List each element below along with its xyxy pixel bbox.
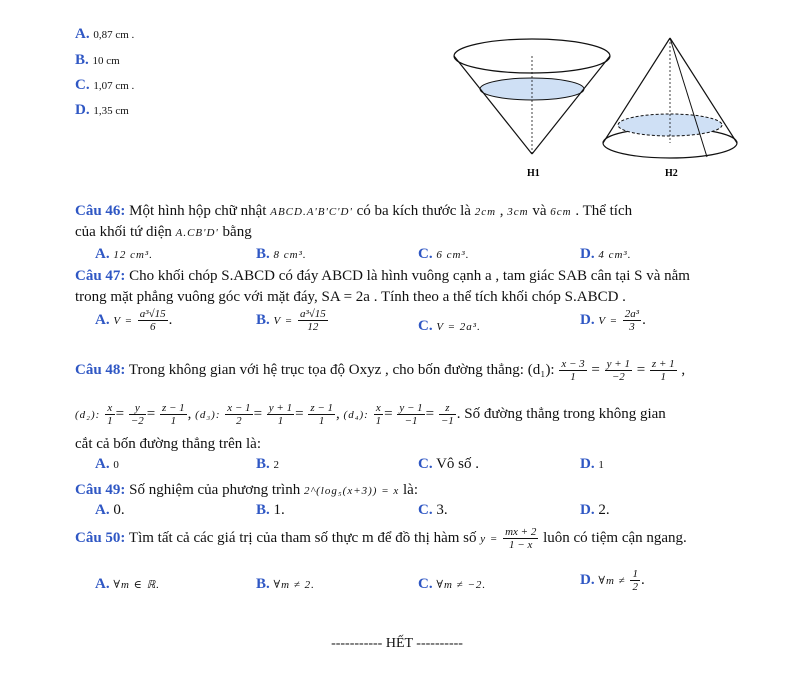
fraction: $\frac{x - 3}{1}$ (561, 358, 585, 384)
q50-line: Câu 50: Tìm tất cả các giá trị của tham số thực m để đồ thị hàm số y = $\frac{mx + 2}{1 - x}$ luôn có tiệm cận ngang. (75, 526, 687, 552)
q46-option-b[interactable]: B. 8 cm³. (256, 246, 307, 262)
q46-option-a[interactable]: A. 12 cm³. (95, 246, 153, 262)
q48-line3: cắt cả bốn đường thẳng trên là: (75, 436, 261, 452)
q47-line2: trong mặt phẳng vuông góc với mặt đáy, SA = 2a . Tính theo a thể tích khối chóp S.ABCD . (75, 289, 626, 305)
prev-answer-d: D. 1,35 cm (75, 102, 129, 118)
fraction: $\frac{z - 1}{1}$ (161, 402, 185, 428)
prev-answer-b: B. 10 cm (75, 52, 120, 68)
cone-h2 (603, 38, 737, 158)
fraction: $\frac{y + 1}{-2}$ (606, 358, 630, 384)
prev-answer-c: C. 1,07 cm . (75, 77, 135, 93)
q49-option-a[interactable]: A. 0. (95, 502, 125, 518)
fraction: $\frac{y}{-2}$ (130, 402, 144, 428)
cone-figure (445, 36, 785, 186)
q47-option-b[interactable]: B. V = $\frac{\text{a³√15}}{12}$ (256, 308, 326, 334)
fraction: $\frac{z}{-1}$ (440, 402, 454, 428)
q49-option-c[interactable]: C. 3. (418, 502, 448, 518)
fraction: $\frac{\text{a³√15}}{6}$ (139, 308, 166, 334)
figure-label-h2: H2 (665, 168, 678, 179)
q46-line1: Câu 46: Một hình hộp chữ nhật ABCD.A'B'C'D' có ba kích thước là 2cm , 3cm và 6cm . Thể tích (75, 203, 633, 219)
figure-label-h1: H1 (527, 168, 540, 179)
q47-option-a[interactable]: A. V = $\frac{\text{a³√15}}{6}$ . (95, 308, 173, 334)
q48-line2: (d₂): $\frac{x}{1}$ = $\frac{y}{-2}$ = $\frac{z - 1}{1}$ , (d₃): $\frac{x - 1}{2}$ = $\frac{y + 1}{1}$ = $\frac{z - 1}{1}$ , (d₄): $\frac{x}{1}$ = $\frac{y - 1}{-1}$ = $\frac{z}{-1}$ . Số đường thẳng trong không gian (75, 402, 666, 428)
q48-option-b[interactable]: B. 2 (256, 456, 280, 472)
q49-line: Câu 49: Số nghiệm của phương trình 2^(log₅(x+3)) = x là: (75, 482, 419, 498)
fraction: $\frac{x - 1}{2}$ (227, 402, 251, 428)
fraction: $\frac{x}{1}$ (107, 402, 113, 428)
q46-option-c[interactable]: C. 6 cm³. (418, 246, 470, 262)
fraction: $\frac{1}{2}$ (632, 568, 638, 594)
q46-line2: của khối tứ diện A.CB'D' bằng (75, 224, 252, 240)
q48-line1: Câu 48: Trong không gian với hệ trục tọa độ Oxyz , cho bốn đường thẳng: (d₁): $\frac{x - 3}{1}$ = $\frac{y + 1}{-2}$ = $\frac{z + 1}{1}$ , (75, 358, 686, 384)
q50-option-a[interactable]: A. ∀m ∈ ℝ. (95, 576, 161, 592)
q48-option-c[interactable]: C. Vô số . (418, 456, 479, 472)
q50-option-c[interactable]: C. ∀m ≠ −2. (418, 576, 487, 592)
q49-option-b[interactable]: B. 1. (256, 502, 285, 518)
fraction: $\frac{\text{2a³}}{3}$ (624, 308, 640, 334)
q48-option-d[interactable]: D. 1 (580, 456, 604, 472)
q48-option-a[interactable]: A. 0 (95, 456, 119, 472)
fraction: $\frac{y + 1}{1}$ (268, 402, 293, 428)
q49-option-d[interactable]: D. 2. (580, 502, 610, 518)
q50-option-b[interactable]: B. ∀m ≠ 2. (256, 576, 315, 592)
fraction: $\frac{mx + 2}{1 - x}$ (505, 526, 537, 552)
fraction: $\frac{\text{a³√15}}{12}$ (299, 308, 326, 334)
prev-answer-a: A. 0,87 cm . (75, 26, 135, 42)
cone-h1 (454, 39, 610, 154)
end-marker: ----------- HẾT ---------- (331, 636, 463, 651)
q47-option-c[interactable]: C. V = 2a³. (418, 318, 481, 334)
q50-option-d[interactable]: D. ∀m ≠ $\frac{1}{2}$ . (580, 568, 645, 594)
fraction: $\frac{x}{1}$ (375, 402, 382, 428)
q47-option-d[interactable]: D. V = $\frac{\text{2a³}}{3}$ . (580, 308, 646, 334)
fraction: $\frac{z - 1}{1}$ (310, 402, 334, 428)
q47-line1: Câu 47: Cho khối chóp S.ABCD có đáy ABCD là hình vuông cạnh a , tam giác SAB cân tại S và nằm (75, 268, 690, 284)
q46-option-d[interactable]: D. 4 cm³. (580, 246, 632, 262)
fraction: $\frac{z + 1}{1}$ (651, 358, 675, 384)
fraction: $\frac{y - 1}{-1}$ (399, 402, 423, 428)
